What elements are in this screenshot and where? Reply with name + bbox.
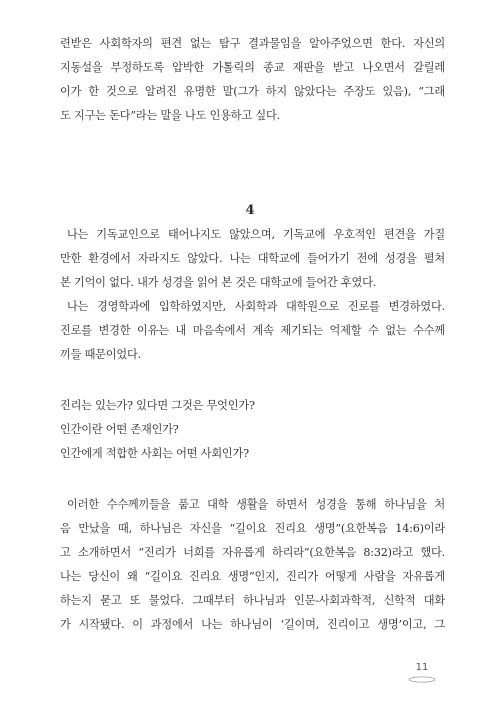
question-line: 진리는 있는가? 있다면 그것은 무엇인가?	[60, 399, 255, 412]
section-line: 진로를 변경한 이유는 내 마음속에서 계속 제기되는 억제할 수 없는 수수께	[60, 324, 445, 337]
intro-line: 도 지구는 돈다”라는 말을 나도 인용하고 싶다.	[60, 109, 280, 122]
section-line: 끼들 때문이었다.	[60, 348, 141, 361]
main-line: 나는 당신이 왜 “길이요 진리요 생명”인지, 진리가 어떻게 사람을 자유롭게	[60, 570, 445, 583]
intro-paragraph	[60, 32, 445, 128]
main-line: 고 소개하면서 “진리가 너희를 자유롭게 하리라”(요한복음 8:32)라고 했다.	[60, 546, 445, 559]
intro-line: 련받은 사회학자의 편견 없는 탐구 결과물임을 알아주었으면 한다. 자신의	[60, 37, 445, 50]
section-line: 만한 환경에서 자라지도 않았다. 나는 대학교에 들어가기 전에 성경을 펼쳐	[60, 252, 445, 265]
main-line: 하는지 묻고 또 물었다. 그때부터 하나님과 인문-사회과학적, 신학적 대화	[60, 594, 445, 607]
questions-list	[60, 394, 445, 466]
intro-line: 이가 한 것으로 알려진 유명한 말(그가 하지 않았다는 주장도 있음), “그래	[60, 85, 445, 98]
question-line: 인간이란 어떤 존재인가?	[60, 423, 179, 436]
main-line: 이러한 수수께끼들을 품고 대학 생활을 하면서 성경을 통해 하나님을 처	[67, 498, 445, 511]
section-line: 본 기억이 없다. 내가 성경을 읽어 본 것은 대학교에 들어간 후였다.	[60, 276, 377, 289]
section-line: 나는 기독교인으로 태어나지도 않았으며, 기독교에 우호적인 편견을 가질	[67, 228, 445, 241]
main-paragraph	[60, 493, 445, 637]
section-number: 4	[245, 203, 255, 218]
main-line: 가 시작됐다. 이 과정에서 나는 하나님이 ‘길이며, 진리이고 생명’이고, 그	[60, 618, 445, 631]
section-paragraph	[60, 223, 445, 367]
question-line: 인간에게 적합한 사회는 어떤 사회인가?	[60, 447, 249, 460]
intro-line: 지동설을 부정하도록 압박한 가톨릭의 종교 재판을 받고 나오면서 갈릴레	[60, 61, 445, 74]
page-number: 11	[415, 662, 429, 673]
page-number-ornament-icon	[408, 676, 436, 683]
section-line: 나는 경영학과에 입학하였지만, 사회학과 대학원으로 진로를 변경하였다.	[67, 300, 445, 313]
main-line: 음 만났을 때, 하나님은 자신을 “길이요 진리요 생명”(요한복음 14:6)이라	[60, 522, 445, 535]
